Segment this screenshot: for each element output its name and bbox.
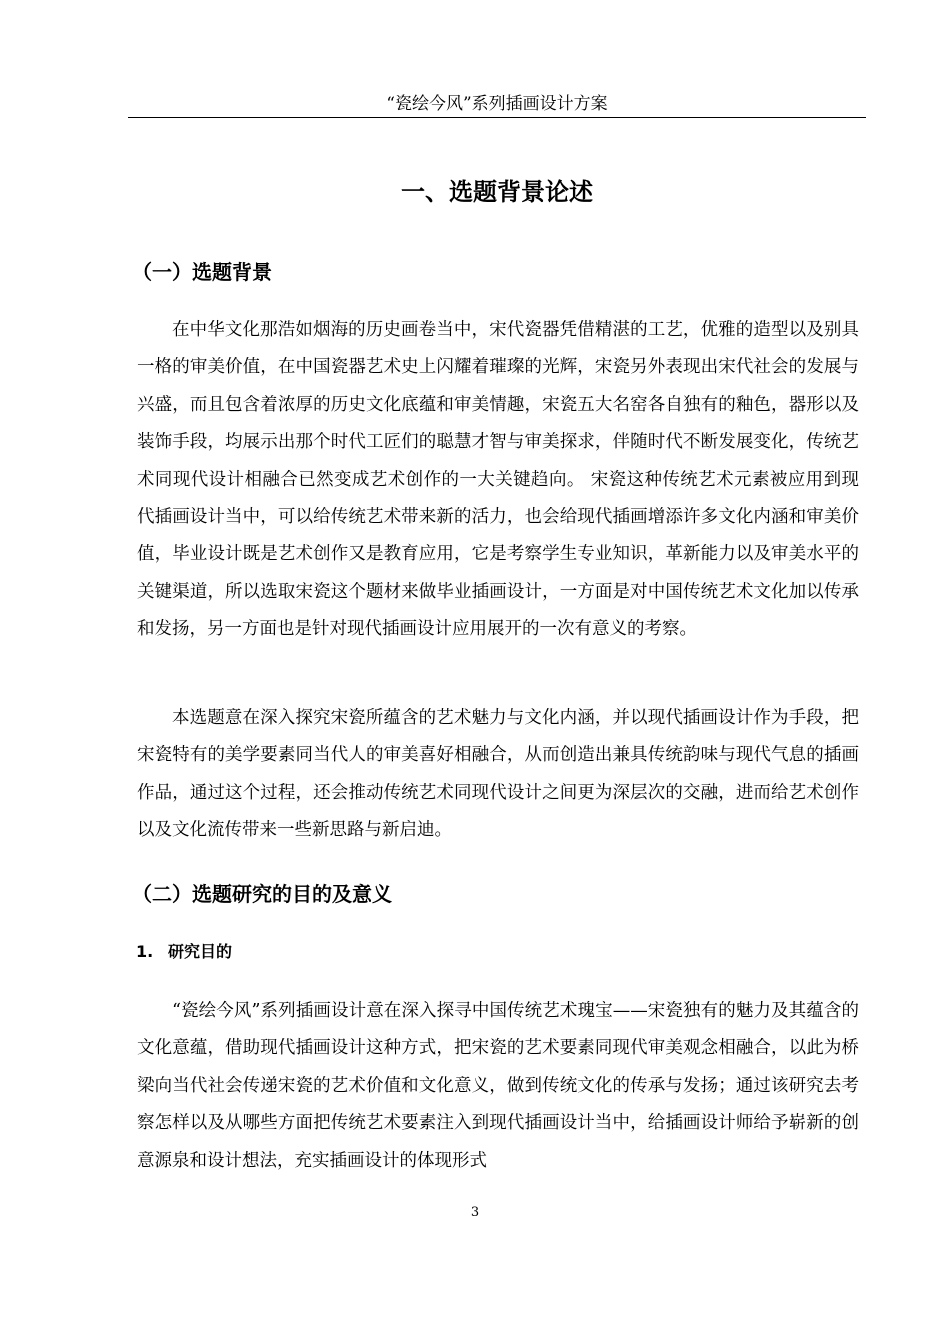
section-title-background: （一）选题背景 (132, 260, 272, 284)
chapter-title: 一、选题背景论述 (401, 178, 593, 206)
header-divider (128, 117, 866, 118)
subsection-title-research-purpose (136, 939, 232, 965)
section-title-purpose-significance: （二）选题研究的目的及意义 (132, 882, 392, 906)
subsection-label: 研究目的 (168, 942, 233, 961)
paragraph-research-purpose: “瓷绘今风”系列插画设计意在深入探寻中国传统艺术瑰宝——宋瓷独有的魅力及其蕴含的文化意蕴，借助现代插画设计这种方式，把宋瓷的艺术要素同现代审美观念相融合，以此为桥梁向当代社会传递宋瓷的艺术价值和文化意义，做到传统文化的传承与发扬；通过该研究去考察怎样以及从哪些方面把传统艺术要素注入到现代插画设计当中，给插画设计师给予崭新的创意源泉和设计想法，充实插画设计的体现形式 (137, 1001, 859, 1171)
paragraph-background-1: 在中华文化那浩如烟海的历史画卷当中，宋代瓷器凭借精湛的工艺，优雅的造型以及别具一格的审美价值，在中国瓷器艺术史上闪耀着璀璨的光辉，宋瓷另外表现出宋代社会的发展与兴盛，而且包含着浓厚的历史文化底蕴和审美情趣，宋瓷五大名窑各自独有的釉色，器形以及装饰手段，均展示出那个时代工匠们的聪慧才智与审美探求，伴随时代不断发展变化，传统艺术同现代设计相融合已然变成艺术创作的一大关键趋向。 宋瓷这种传统艺术元素被应用到现代插画设计当中，可以给传统艺术带来新的活力，也会给现代插画增添许多文化内涵和审美价值，毕业设计既是艺术创作又是教育应用，它是考察学生专业知识，革新能力以及审美水平的关键渠道，所以选取宋瓷这个题材来做毕业插画设计，一方面是对中国传统艺术文化加以传承和发扬，另一方面也是针对现代插画设计应用展开的一次有意义的考察。 (137, 320, 859, 640)
paragraph-background-2: 本选题意在深入探究宋瓷所蕴含的艺术魅力与文化内涵，并以现代插画设计作为手段，把宋瓷特有的美学要素同当代人的审美喜好相融合，从而创造出兼具传统韵味与现代气息的插画作品，通过这个过程，还会推动传统艺术同现代设计之间更为深层次的交融，进而给艺术创作以及文化流传带来一些新思路与新启迪。 (137, 708, 859, 841)
page-number: 3 (470, 1205, 480, 1220)
subsection-number: 1. (136, 942, 154, 961)
running-header: “瓷绘今风”系列插画设计方案 (386, 94, 608, 114)
